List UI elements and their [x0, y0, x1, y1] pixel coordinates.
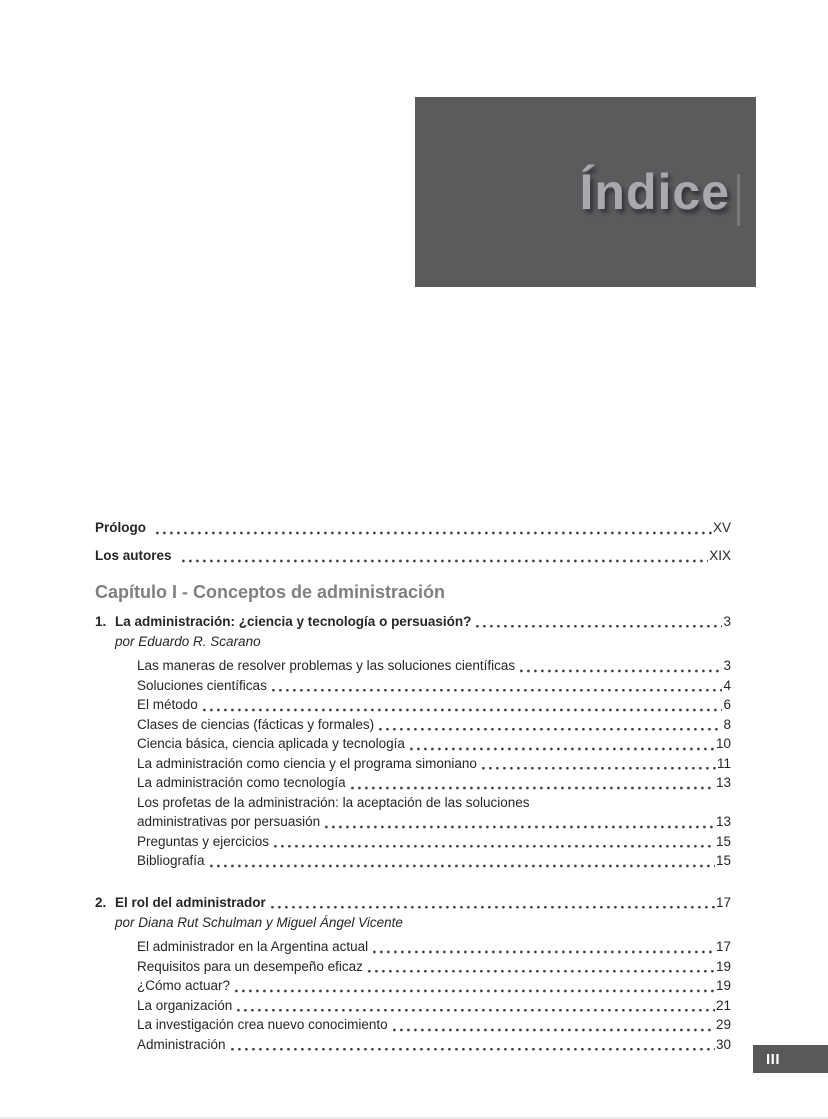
toc-entry [137, 773, 731, 793]
entry-label-line2-row [137, 812, 731, 832]
toc-entry-multiline [137, 793, 731, 832]
entry-page: 13 [715, 814, 731, 829]
toc-entry [137, 832, 731, 852]
entry-label: Clases de ciencias (fácticas y formales) [137, 716, 375, 732]
section-number: 2. [95, 894, 107, 910]
entry-label: Los autores [95, 548, 172, 563]
entry-label: Soluciones científicas [137, 677, 267, 693]
entry-page: 6 [723, 697, 731, 712]
chapter-heading: Capítulo I - Conceptos de administración [95, 581, 446, 602]
entry-page: 13 [715, 775, 731, 790]
entry-label: Las maneras de resolver problemas y las soluciones científicas [137, 658, 516, 673]
entry-label: La organización [137, 997, 233, 1013]
dot-leader [210, 851, 715, 871]
dot-leader [156, 518, 712, 538]
table-of-contents [95, 518, 731, 1054]
section-page: 17 [715, 894, 731, 910]
dot-leader [476, 612, 722, 632]
dot-leader [272, 676, 723, 696]
entry-page: 30 [715, 1036, 731, 1052]
toc-entry [137, 1035, 731, 1055]
page-number: III [766, 1050, 781, 1068]
toc-entry-los-autores [95, 546, 731, 566]
dot-leader [182, 546, 709, 566]
banner-title: Índice [579, 164, 730, 220]
toc-entry [137, 754, 731, 774]
entry-page: XIX [709, 548, 731, 563]
section-entries [137, 656, 731, 871]
indice-banner [415, 97, 756, 287]
section-author: por Eduardo R. Scarano [115, 634, 261, 649]
toc-section-1 [95, 612, 731, 871]
dot-leader [271, 893, 715, 913]
toc-entry-prologo [95, 518, 731, 538]
entry-page: 10 [715, 736, 731, 751]
entry-page: 19 [715, 978, 731, 993]
toc-entry [137, 715, 731, 735]
section-title-row [95, 612, 731, 632]
entry-page: 4 [723, 677, 731, 693]
entry-label: La administración como ciencia y el programa simoniano [137, 755, 477, 771]
banner-accent-line [737, 174, 740, 226]
entry-label: Administración [137, 1036, 226, 1052]
entry-label: Requisitos para un desempeño eficaz [137, 958, 363, 974]
toc-section-2 [95, 893, 731, 1055]
dot-leader [379, 715, 722, 735]
dot-leader [482, 754, 716, 774]
dot-leader [274, 832, 715, 852]
entry-page: 15 [715, 833, 731, 849]
entry-page: 8 [723, 716, 731, 732]
dot-leader [203, 695, 723, 715]
entry-page: 19 [715, 958, 731, 974]
entry-label: Prólogo [95, 520, 146, 535]
toc-entry [137, 851, 731, 871]
section-title-row [95, 893, 731, 913]
entry-page: XV [712, 520, 731, 535]
dot-leader [520, 656, 722, 676]
entry-label: La investigación crea nuevo conocimiento [137, 1017, 388, 1032]
entry-page: 29 [715, 1017, 731, 1032]
entry-page: 15 [715, 853, 731, 868]
toc-entry [137, 695, 731, 715]
toc-entry [137, 996, 731, 1016]
entry-label: Bibliografía [137, 853, 205, 868]
toc-entry [137, 676, 731, 696]
section-entries [137, 937, 731, 1054]
entry-label: El método [137, 697, 198, 712]
entry-page: 3 [723, 658, 731, 673]
entry-label: Ciencia básica, ciencia aplicada y tecnología [137, 736, 405, 751]
dot-leader [231, 1035, 715, 1055]
section-page: 3 [723, 613, 731, 629]
page-number-box [753, 1045, 828, 1073]
dot-leader [373, 937, 715, 957]
entry-page: 17 [715, 939, 731, 954]
section-title: El rol del administrador [115, 894, 266, 910]
dot-leader [325, 812, 715, 832]
toc-entry [137, 1015, 731, 1035]
dot-leader [235, 976, 715, 996]
entry-label: La administración como tecnología [137, 775, 346, 790]
toc-entry [137, 937, 731, 957]
entry-label: El administrador en la Argentina actual [137, 939, 369, 954]
dot-leader [237, 996, 715, 1016]
toc-entry [137, 734, 731, 754]
dot-leader [393, 1015, 715, 1035]
toc-entry [137, 957, 731, 977]
section-author: por Diana Rut Schulman y Miguel Ángel Vicente [115, 915, 403, 930]
entry-label: Preguntas y ejercicios [137, 833, 270, 849]
dot-leader [410, 734, 715, 754]
toc-entry [137, 976, 731, 996]
entry-page: 21 [715, 997, 731, 1013]
dot-leader [351, 773, 715, 793]
entry-label-line2: administrativas por persuasión [137, 814, 321, 829]
dot-leader [368, 957, 715, 977]
entry-label-line1: Los profetas de la administración: la aceptación de las soluciones [137, 794, 530, 810]
toc-entry [137, 656, 731, 676]
entry-label: ¿Cómo actuar? [137, 978, 231, 993]
section-title: La administración: ¿ciencia y tecnología o persuasión? [115, 613, 472, 629]
section-number: 1. [95, 613, 107, 629]
entry-page: 11 [716, 755, 731, 771]
